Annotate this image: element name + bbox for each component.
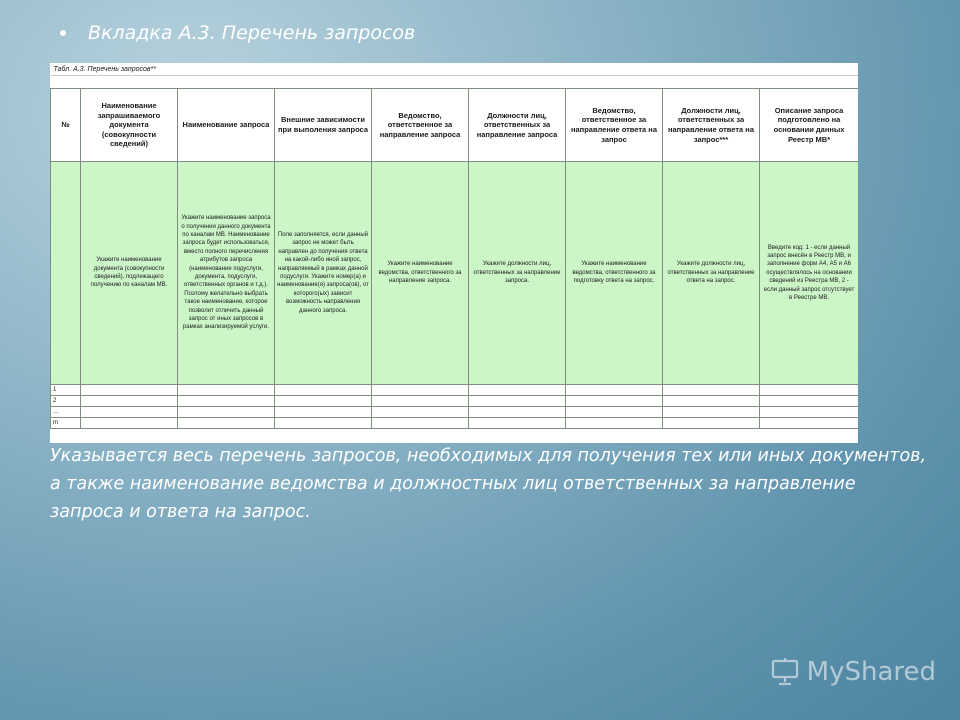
description-cell: Укажите наименование запроса о получении данного документа по каналам МВ. Наименование запроса будет использоваться, вместо полного перечисления атрибутов запроса (наименование подуслуги, документа, подуслуги, ответственных органов и т.д.). Поэтому желательно выбрать такое наименование, которое позволит отличить данный запрос от иных запросов в рамках анализируемой услуги.: [178, 162, 275, 385]
table-blank-row: [51, 76, 859, 89]
table-description-row: [51, 162, 859, 385]
description-cell: [51, 162, 81, 385]
table-caption: Табл. А.3. Перечень запросов**: [51, 63, 859, 76]
watermark: [756, 652, 936, 692]
description-cell: Введите код: 1 - если данный запрос внесён в Реестр МВ, и заполнение форм А4, А5 и А6 осуществлялось на основании сведений из Реестра МВ, 2 - если данный запрос отсутствует в Реестре МВ.: [760, 162, 859, 385]
slide-title-text: Вкладка А.3. Перечень запросов: [88, 22, 416, 44]
header-cell: Наименование запроса: [178, 89, 275, 162]
row-number: …: [51, 407, 81, 418]
requests-table: [50, 63, 858, 429]
table-header-row: [51, 89, 859, 162]
presentation-board-icon: [769, 656, 801, 688]
slide-title: [60, 18, 760, 48]
slide-body-text: Указывается весь перечень запросов, необходимых для получения тех или иных документов, а также наименование ведомства и должностных лиц ответственных за направление запроса и ответа на запрос.: [50, 446, 927, 522]
row-number: 2: [51, 396, 81, 407]
table-row: [51, 418, 859, 429]
description-cell: Укажите наименование ведомства, ответственного за направление запроса.: [372, 162, 469, 385]
description-cell: Поле заполняется, если данный запрос не может быть направлен до получения ответа на какой-либо иной запрос, направляемый в рамках данной подуслуги. Укажите номер(а) и наименование(я) запроса(ов), от которого(ых) зависит возможность направления данного запроса.: [275, 162, 372, 385]
table-caption-row: [51, 63, 859, 76]
description-cell: Укажите наименование ведомства, ответственного за подготовку ответа на запрос.: [566, 162, 663, 385]
header-cell: Внешние зависимости при выполения запроса: [275, 89, 372, 162]
requests-table-image: [50, 63, 858, 443]
table-row: [51, 407, 859, 418]
header-cell: Должности лиц, ответственных за направление запроса: [469, 89, 566, 162]
row-number: m: [51, 418, 81, 429]
header-cell: Описание запроса подготовлено на основании данных Реестр МВ*: [760, 89, 859, 162]
header-cell: Ведомство, ответственное за направление ответа на запрос: [566, 89, 663, 162]
description-cell: Укажите должности лиц, ответственных за направление запроса.: [469, 162, 566, 385]
table-row: [51, 385, 859, 396]
description-cell: Укажите наименование документа (совокупности сведений), подлежащего получению по каналам МВ.: [81, 162, 178, 385]
row-number: 1: [51, 385, 81, 396]
header-cell: Должности лиц, ответственных за направление ответа на запрос***: [663, 89, 760, 162]
header-cell: Ведомство, ответственное за направление запроса: [372, 89, 469, 162]
table-row: [51, 396, 859, 407]
description-cell: Укажите должности лиц, ответственных за направление ответа на запрос.: [663, 162, 760, 385]
watermark-text: MyShared: [806, 657, 936, 687]
header-cell: №: [51, 89, 81, 162]
header-cell: Наименование запрашиваемого документа (совокупности сведений): [81, 89, 178, 162]
bullet-icon: [60, 30, 66, 36]
